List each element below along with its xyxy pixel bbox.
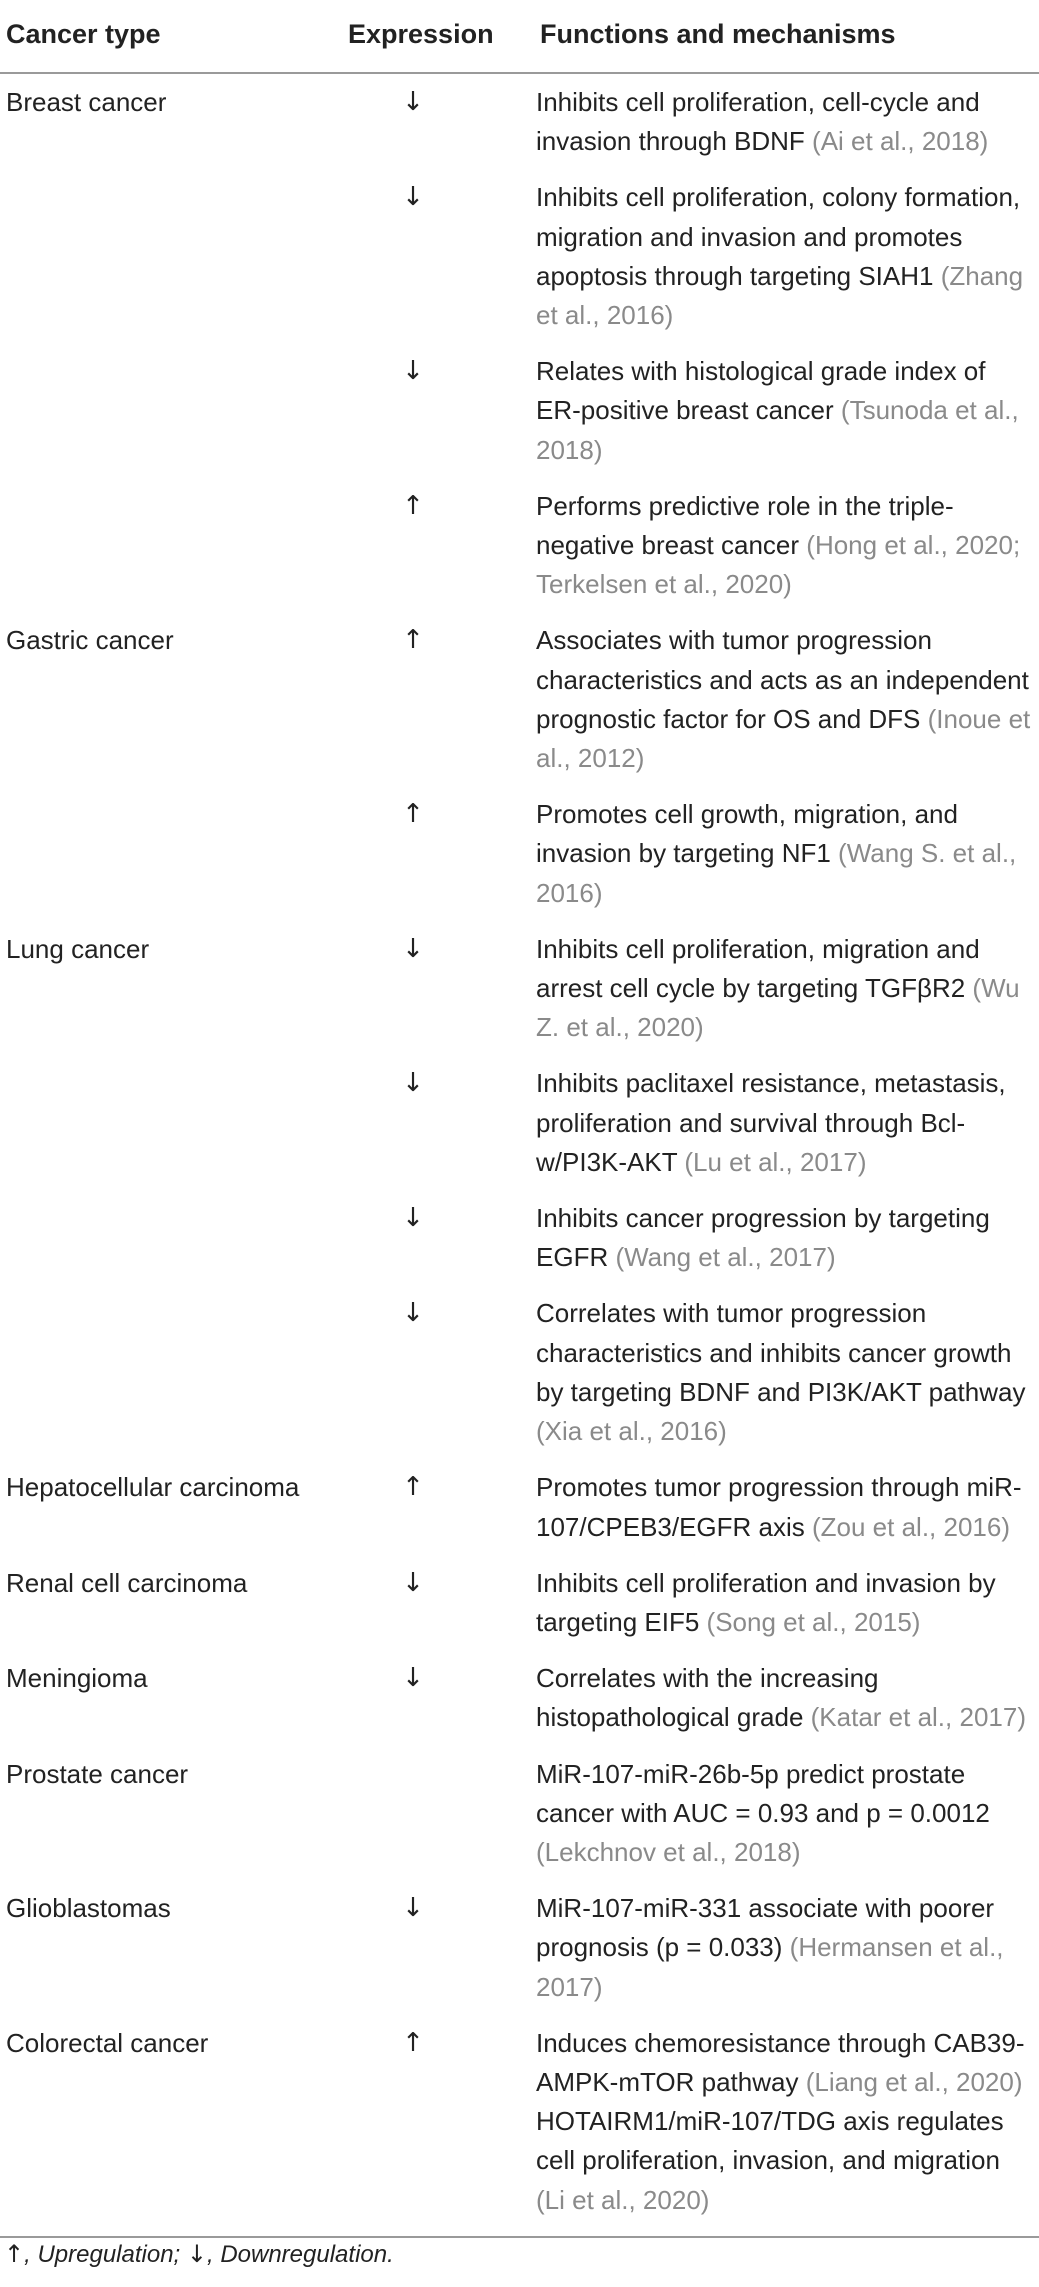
table-row [0, 478, 1039, 613]
expression-cell: ↓ [402, 1663, 424, 1694]
reference-link[interactable]: (Lekchnov et al., 2018) [536, 1836, 801, 1867]
cancer-mirna-table [0, 8, 1039, 2238]
up-arrow-icon: ↑ [4, 2240, 25, 2268]
function-cell [534, 1650, 1039, 1745]
reference-link[interactable]: (Liang et al., 2020) [805, 2066, 1023, 2097]
reference-link[interactable]: (Katar et al., 2017) [810, 1702, 1026, 1733]
function-text: Inhibits cell proliferation, colony formation, migration and invasion and promotes apoptosis through targeting SIAH1 [536, 182, 1021, 291]
expression-cell: ↓ [402, 182, 424, 213]
reference-link[interactable]: (Li et al., 2020) [536, 2184, 710, 2215]
expression-cell: ↑ [402, 625, 424, 656]
expression-cell: ↑ [402, 490, 424, 521]
reference-link[interactable]: (Tsunoda et al., 2018) [536, 395, 1019, 465]
expression-cell: ↑ [402, 799, 424, 830]
footnote-down-text: , Downregulation. [206, 2241, 394, 2268]
function-cell [534, 73, 1039, 169]
table-row [0, 73, 1039, 169]
table-row [0, 1880, 1039, 2015]
table-row [0, 1746, 1039, 1881]
function-cell [534, 1055, 1039, 1190]
cancer-type-cell: Hepatocellular carcinoma [6, 1472, 300, 1503]
function-cell [534, 786, 1039, 921]
reference-link[interactable]: (Lu et al., 2017) [684, 1146, 867, 1177]
function-text: HOTAIRM1/miR-107/TDG axis regulates cell proliferation, invasion, and migration [536, 2106, 1004, 2176]
cancer-type-cell: Renal cell carcinoma [6, 1567, 248, 1598]
header-functions: Functions and mechanisms [534, 8, 1039, 73]
table-footnote [4, 2240, 394, 2269]
expression-cell: ↑ [348, 2015, 534, 2237]
table-header [0, 8, 1039, 73]
expression-cell: ↓ [402, 1893, 424, 1924]
table-row [0, 343, 1039, 478]
header-cancer-type: Cancer type [0, 8, 348, 73]
table-row [0, 1459, 1039, 1554]
function-cell [534, 612, 1039, 786]
cancer-type-cell [0, 478, 348, 613]
function-cell [534, 1285, 1039, 1459]
function-text: Relates with histological grade index of ER-positive breast cancer [536, 356, 986, 426]
reference-link[interactable]: (Xia et al., 2016) [536, 1416, 727, 1447]
table-body [0, 73, 1039, 2237]
function-cell [534, 1190, 1039, 1285]
down-arrow-icon: ↓ [186, 2240, 207, 2268]
table-row [0, 612, 1039, 786]
table-row [0, 1055, 1039, 1190]
expression-cell: ↓ [402, 1068, 424, 1099]
function-text: Inhibits cell proliferation and invasion by targeting EIF5 [536, 1567, 996, 1637]
function-text: Inhibits cell proliferation, migration and arrest cell cycle by targeting TGFβR2 [536, 933, 980, 1004]
function-cell [534, 2015, 1039, 2237]
cancer-type-cell [0, 343, 348, 478]
cancer-type-cell [0, 1285, 348, 1459]
cancer-type-cell: Glioblastomas [6, 1893, 171, 1924]
function-cell [534, 169, 1039, 343]
table-row [0, 169, 1039, 343]
function-cell [534, 343, 1039, 478]
cancer-type-cell [0, 169, 348, 343]
function-text: Correlates with tumor progression characteristics and inhibits cancer growth by targeting BDNF and PI3K/AKT pathway [536, 1298, 1026, 1407]
function-text: Associates with tumor progression characteristics and acts as an independent prognostic factor for OS and DFS [536, 625, 1029, 734]
cancer-type-cell: Meningioma [6, 1663, 148, 1694]
table-row [0, 786, 1039, 921]
reference-link[interactable]: (Wang et al., 2017) [615, 1242, 836, 1273]
reference-link[interactable]: (Zhang et al., 2016) [536, 260, 1024, 331]
cancer-type-cell: Gastric cancer [6, 625, 174, 656]
cancer-type-cell: Breast cancer [6, 87, 167, 117]
table-row [0, 1650, 1039, 1745]
reference-link[interactable]: (Ai et al., 2018) [812, 126, 989, 157]
function-text: Correlates with the increasing histopathological grade [536, 1663, 879, 1733]
header-expression: Expression [348, 8, 534, 73]
table-row [0, 1190, 1039, 1285]
reference-link[interactable]: (Song et al., 2015) [706, 1606, 921, 1637]
cancer-type-cell: Prostate cancer [6, 1758, 189, 1789]
expression-cell: ↓ [402, 87, 424, 117]
function-text: MiR-107-miR-331 associate with poorer prognosis (p = 0.033) [536, 1893, 995, 1963]
function-cell [534, 1555, 1039, 1650]
function-text: Inhibits cell proliferation, cell-cycle and invasion through BDNF [536, 87, 980, 157]
function-text: Inhibits paclitaxel resistance, metastasis, proliferation and survival through Bcl-w/PI3K-AKT [536, 1068, 1006, 1177]
expression-cell: ↓ [402, 1567, 424, 1598]
table-row [0, 1555, 1039, 1650]
function-text: Induces chemoresistance through CAB39-AMPK-mTOR pathway [536, 2027, 1025, 2097]
reference-link[interactable]: (Wu Z. et al., 2020) [536, 973, 1020, 1043]
reference-link[interactable]: (Hermansen et al., 2017) [536, 1932, 1004, 2002]
expression-cell: ↓ [402, 933, 424, 964]
function-text: Promotes tumor progression through miR-107/CPEB3/EGFR axis [536, 1472, 1022, 1542]
footnote-up-text: , Upregulation; [24, 2241, 187, 2268]
table-row [0, 2015, 1039, 2237]
cancer-type-cell [0, 1055, 348, 1190]
expression-cell: ↓ [402, 1203, 424, 1234]
reference-link[interactable]: (Hong et al., 2020; Terkelsen et al., 2020) [536, 530, 1021, 600]
function-text: Inhibits cancer progression by targeting EGFR [536, 1203, 990, 1273]
table-row [0, 921, 1039, 1056]
function-cell [534, 478, 1039, 613]
header-row [0, 8, 1039, 73]
function-cell [534, 1746, 1039, 1881]
expression-cell: ↓ [402, 356, 424, 387]
function-cell [534, 1880, 1039, 2015]
reference-link[interactable]: (Inoue et al., 2012) [536, 703, 1031, 774]
function-cell [534, 1459, 1039, 1554]
expression-cell: ↑ [402, 1472, 424, 1503]
cancer-type-cell: Colorectal cancer [0, 2015, 348, 2237]
table-row [0, 1285, 1039, 1459]
cancer-type-cell: Lung cancer [6, 933, 150, 964]
expression-cell [348, 1746, 534, 1881]
function-text: Performs predictive role in the triple-negative breast cancer [536, 490, 954, 561]
function-text: Promotes cell growth, migration, and invasion by targeting NF1 [536, 799, 958, 869]
function-cell [534, 921, 1039, 1056]
cancer-type-cell [0, 786, 348, 921]
expression-cell: ↓ [402, 1298, 424, 1329]
function-text: MiR-107-miR-26b-5p predict prostate cancer with AUC = 0.93 and p = 0.0012 [536, 1758, 990, 1828]
reference-link[interactable]: (Wang S. et al., 2016) [536, 838, 1017, 908]
reference-link[interactable]: (Zou et al., 2016) [812, 1511, 1010, 1542]
cancer-type-cell [0, 1190, 348, 1285]
